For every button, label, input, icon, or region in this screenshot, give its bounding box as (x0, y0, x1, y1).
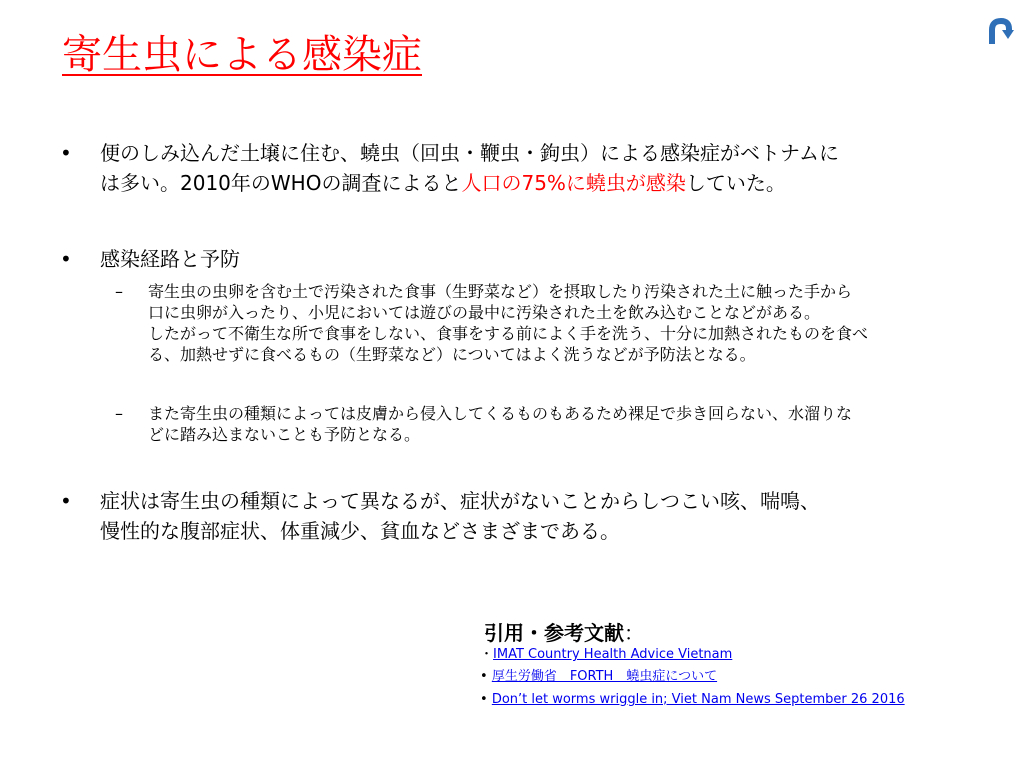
text-run: 感染経路と予防 (100, 247, 240, 271)
bullet-line (100, 486, 960, 516)
bullet-text (100, 138, 960, 198)
sub-line: どに踏み込まないことも予防となる。 (148, 425, 421, 444)
text-run: 慢性的な腹部症状、体重減少、貧血などさまざまである。 (100, 519, 620, 543)
bullet-line (100, 168, 960, 198)
back-arrow-icon[interactable] (986, 16, 1014, 46)
bullet-text (100, 244, 960, 274)
reference-link-imat[interactable]: IMAT Country Health Advice Vietnam (493, 647, 733, 662)
sub-text (148, 403, 968, 445)
text-run: 症状は寄生虫の種類によって異なるが、症状がないことからしつこい咳、喘鳴、 (100, 489, 820, 513)
sub-marker: – (115, 404, 123, 423)
reference-marker: • (480, 692, 492, 707)
references-heading (484, 620, 644, 646)
sub-line: また寄生虫の種類によっては皮膚から侵入してくるものもあるため裸足で歩き回らない、水溜りな (148, 404, 853, 423)
reference-item-1 (480, 646, 732, 664)
bullet-text (100, 486, 960, 546)
bullet-marker: • (60, 489, 72, 513)
bullet-marker: • (60, 141, 72, 165)
reference-marker: ・ (480, 647, 494, 662)
text-run: 便のしみ込んだ土壌に住む、蟯虫（回虫・鞭虫・鉤虫）による感染症がベトナムに (100, 141, 839, 165)
sub-marker: – (115, 282, 123, 301)
reference-marker: • (480, 669, 492, 684)
reference-item-3 (480, 691, 905, 709)
reference-item-2 (480, 668, 717, 686)
highlighted-text: 人口の75%に蟯虫が感染 (461, 171, 686, 195)
bullet-line (100, 516, 960, 546)
sub-line: 寄生虫の虫卵を含む土で汚染された食事（生野菜など）を摂取したり汚染された土に触った手から (148, 282, 853, 301)
bullet-marker: • (60, 247, 72, 271)
reference-link-viet-nam-news[interactable]: Don’t let worms wriggle in; Viet Nam News September 26 2016 (491, 692, 905, 707)
text-run: していた。 (685, 171, 786, 195)
sub-line: したがって不衛生な所で食事をしない、食事をする前によく手を洗う、十分に加熱されたものを食べ (148, 324, 869, 343)
bullet-line (100, 244, 960, 274)
text-run: は多い。2010年のWHOの調査によると (100, 171, 462, 195)
references-title: 引用・参考文献 (484, 621, 624, 645)
slide-title: 寄生虫による感染症 (62, 32, 422, 78)
references-colon: ： (624, 621, 644, 645)
reference-link-forth[interactable]: 厚生労働省 FORTH 蟯虫症について (491, 669, 718, 684)
bullet-line (100, 138, 960, 168)
sub-line: る、加熱せずに食べるもの（生野菜など）についてはよく洗うなどが予防法となる。 (148, 345, 756, 364)
sub-text (148, 281, 968, 365)
sub-line: 口に虫卵が入ったり、小児においては遊びの最中に汚染された土を飲み込むことなどがある。 (148, 303, 821, 322)
